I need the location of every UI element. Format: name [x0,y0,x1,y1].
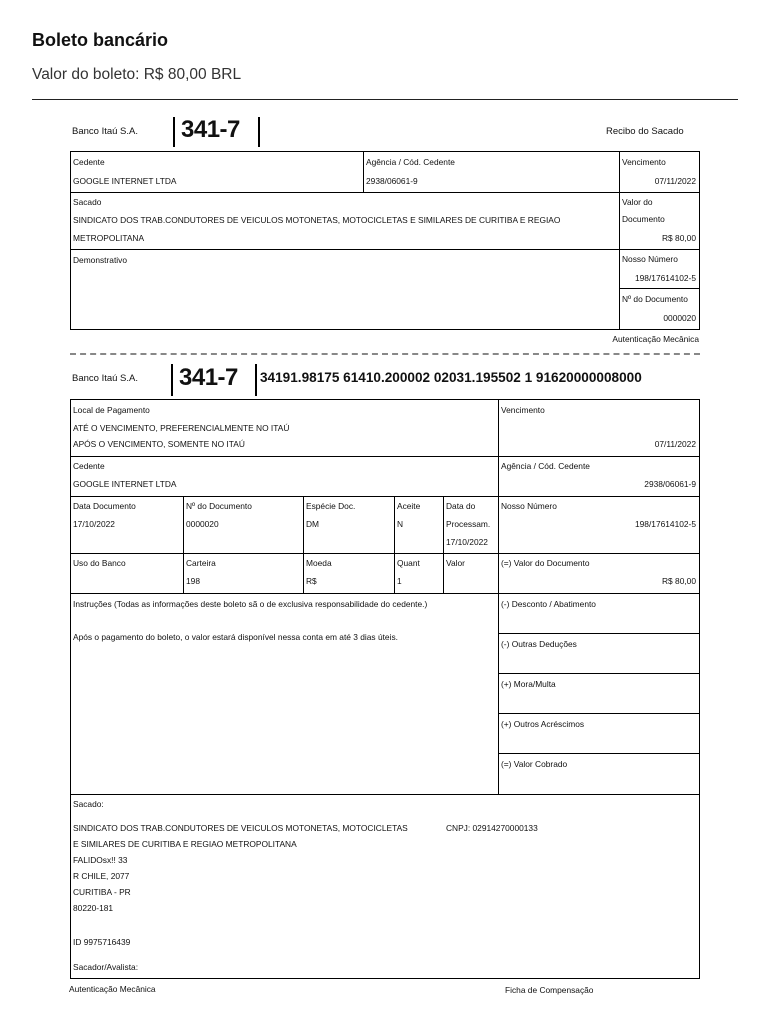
ficha-sacado-cnpj: CNPJ: 02914270000133 [446,823,538,833]
ficha-row-line [498,713,700,714]
recibo-bank-name: Banco Itaú S.A. [72,126,139,137]
ficha-sacado-line5: CURITIBA - PR [73,887,131,897]
ficha-nosso-numero-value: 198/17614102-5 [634,519,696,529]
recibo-cedente-label: Cedente [73,157,105,167]
valor-documento-label: (=) Valor do Documento [501,558,590,568]
recibo-nosso-numero-label: Nosso Número [622,254,678,264]
ficha-col-line [394,496,395,593]
header-divider [32,99,738,100]
recibo-col-line [363,151,364,192]
valor-documento-value: R$ 80,00 [662,576,696,586]
recibo-row-line [70,249,700,250]
quant-value: 1 [397,576,402,586]
ficha-col-line [498,399,499,794]
recibo-code-bar-left [173,117,175,147]
ficha-agencia-value: 2938/06061-9 [644,479,696,489]
instrucoes-label: Instruções (Todas as informações deste boleto sã o de exclusiva responsabilidade do cedente.) [73,599,428,609]
quant-label: Quant [397,558,420,568]
recibo-sacado-line2: METROPOLITANA [73,233,145,243]
aceite-label: Aceite [397,501,421,511]
instrucoes-text: Após o pagamento do boleto, o valor estará disponível nessa conta em até 3 dias úteis. [73,632,398,642]
valor-cobrado-label: (=) Valor Cobrado [501,759,568,769]
ficha-sacado-id: ID 9975716439 [73,937,131,947]
recibo-sacado-label: Sacado [73,197,102,207]
ficha-col-line [303,496,304,593]
recibo-valor-label-1: Valor do [622,197,653,207]
ficha-bank-code: 341-7 [179,364,238,391]
ficha-cedente-label: Cedente [73,461,105,471]
recibo-num-documento-value: 0000020 [663,313,696,323]
data-processamento-label-1: Data do [446,501,476,511]
especie-doc-value: DM [306,519,320,529]
recibo-autenticacao: Autenticação Mecânica [612,334,699,344]
recibo-col-line [619,151,620,330]
ficha-col-line [183,496,184,593]
ficha-row-line [498,673,700,674]
boleto-amount: Valor do boleto: R$ 80,00 BRL [32,66,242,83]
page-title: Boleto bancário [32,30,169,50]
recibo-cedente-value: GOOGLE INTERNET LTDA [73,176,177,186]
recibo-sacado-line1: SINDICATO DOS TRAB.CONDUTORES DE VEICULOS MOTONETAS, MOTOCICLETAS E SIMILARES DE CURITIBA E REGIAO [73,215,561,225]
ficha-sacado-line3: FALIDOsx!! 33 [73,855,128,865]
desconto-label: (-) Desconto / Abatimento [501,599,596,609]
valor-label: Valor [446,558,465,568]
recibo-agencia-value: 2938/06061-9 [366,176,418,186]
ficha-col-line [443,496,444,593]
local-pagamento-line1: ATÉ O VENCIMENTO, PREFERENCIALMENTE NO ITAÚ [73,423,290,433]
recibo-row-line [70,192,700,193]
recibo-valor-label-2: Documento [622,214,665,224]
linha-digitavel: 34191.98175 61410.200002 02031.195502 1 91620000008000 [260,370,642,385]
especie-doc-label: Espécie Doc. [306,501,356,511]
data-documento-value: 17/10/2022 [73,519,115,529]
data-processamento-label-2: Processam. [446,519,491,529]
ficha-sacado-line6: 80220-181 [73,903,114,913]
ficha-cedente-value: GOOGLE INTERNET LTDA [73,479,177,489]
recibo-nosso-numero-value: 198/17614102-5 [634,273,696,283]
recibo-row-line [619,288,700,289]
ficha-row-line [70,456,700,457]
aceite-value: N [397,519,404,529]
ficha-sacado-line4: R CHILE, 2077 [73,871,130,881]
recibo-agencia-label: Agência / Cód. Cedente [366,157,455,167]
ficha-row-line [70,593,700,594]
local-pagamento-label: Local de Pagamento [73,405,150,415]
carteira-label: Carteira [186,558,216,568]
num-documento-value: 0000020 [186,519,219,529]
recibo-valor-value: R$ 80,00 [662,233,696,243]
recibo-bank-code: 341-7 [181,116,240,143]
ficha-row-line [70,794,700,795]
ficha-nosso-numero-label: Nosso Número [501,501,557,511]
data-documento-label: Data Documento [73,501,136,511]
recibo-vencimento-label: Vencimento [622,157,666,167]
mora-multa-label: (+) Mora/Multa [501,679,556,689]
ficha-vencimento-label: Vencimento [501,405,545,415]
recibo-num-documento-label: Nº do Documento [622,294,688,304]
sacador-avalista-label: Sacador/Avalista: [73,962,139,972]
recibo-code-bar-right [258,117,260,147]
ficha-row-line [498,633,700,634]
carteira-value: 198 [186,576,200,586]
ficha-sacado-line1: SINDICATO DOS TRAB.CONDUTORES DE VEICULOS MOTONETAS, MOTOCICLETAS [73,823,408,833]
ficha-row-line [498,753,700,754]
uso-banco-label: Uso do Banco [73,558,126,568]
ficha-agencia-label: Agência / Cód. Cedente [501,461,590,471]
ficha-compensacao-label: Ficha de Compensação [505,985,594,995]
recibo-heading: Recibo do Sacado [606,126,684,137]
ficha-vencimento-value: 07/11/2022 [654,439,696,449]
ficha-code-bar-left [171,364,173,396]
ficha-bank-name: Banco Itaú S.A. [72,373,139,384]
outros-acrescimos-label: (+) Outros Acréscimos [501,719,585,729]
num-documento-label: Nº do Documento [186,501,252,511]
moeda-value: R$ [306,576,317,586]
ficha-code-bar-right [255,364,257,396]
ficha-autenticacao: Autenticação Mecânica [69,984,156,994]
data-processamento-value: 17/10/2022 [446,537,488,547]
ficha-row-line [70,496,700,497]
local-pagamento-line2: APÓS O VENCIMENTO, SOMENTE NO ITAÚ [73,439,245,449]
cut-line [70,353,700,355]
recibo-demonstrativo-label: Demonstrativo [73,255,127,265]
moeda-label: Moeda [306,558,332,568]
ficha-row-line [70,553,700,554]
recibo-vencimento-value: 07/11/2022 [654,176,696,186]
ficha-sacado-line2: E SIMILARES DE CURITIBA E REGIAO METROPOLITANA [73,839,297,849]
outras-deducoes-label: (-) Outras Deduções [501,639,577,649]
ficha-sacado-label: Sacado: [73,799,104,809]
